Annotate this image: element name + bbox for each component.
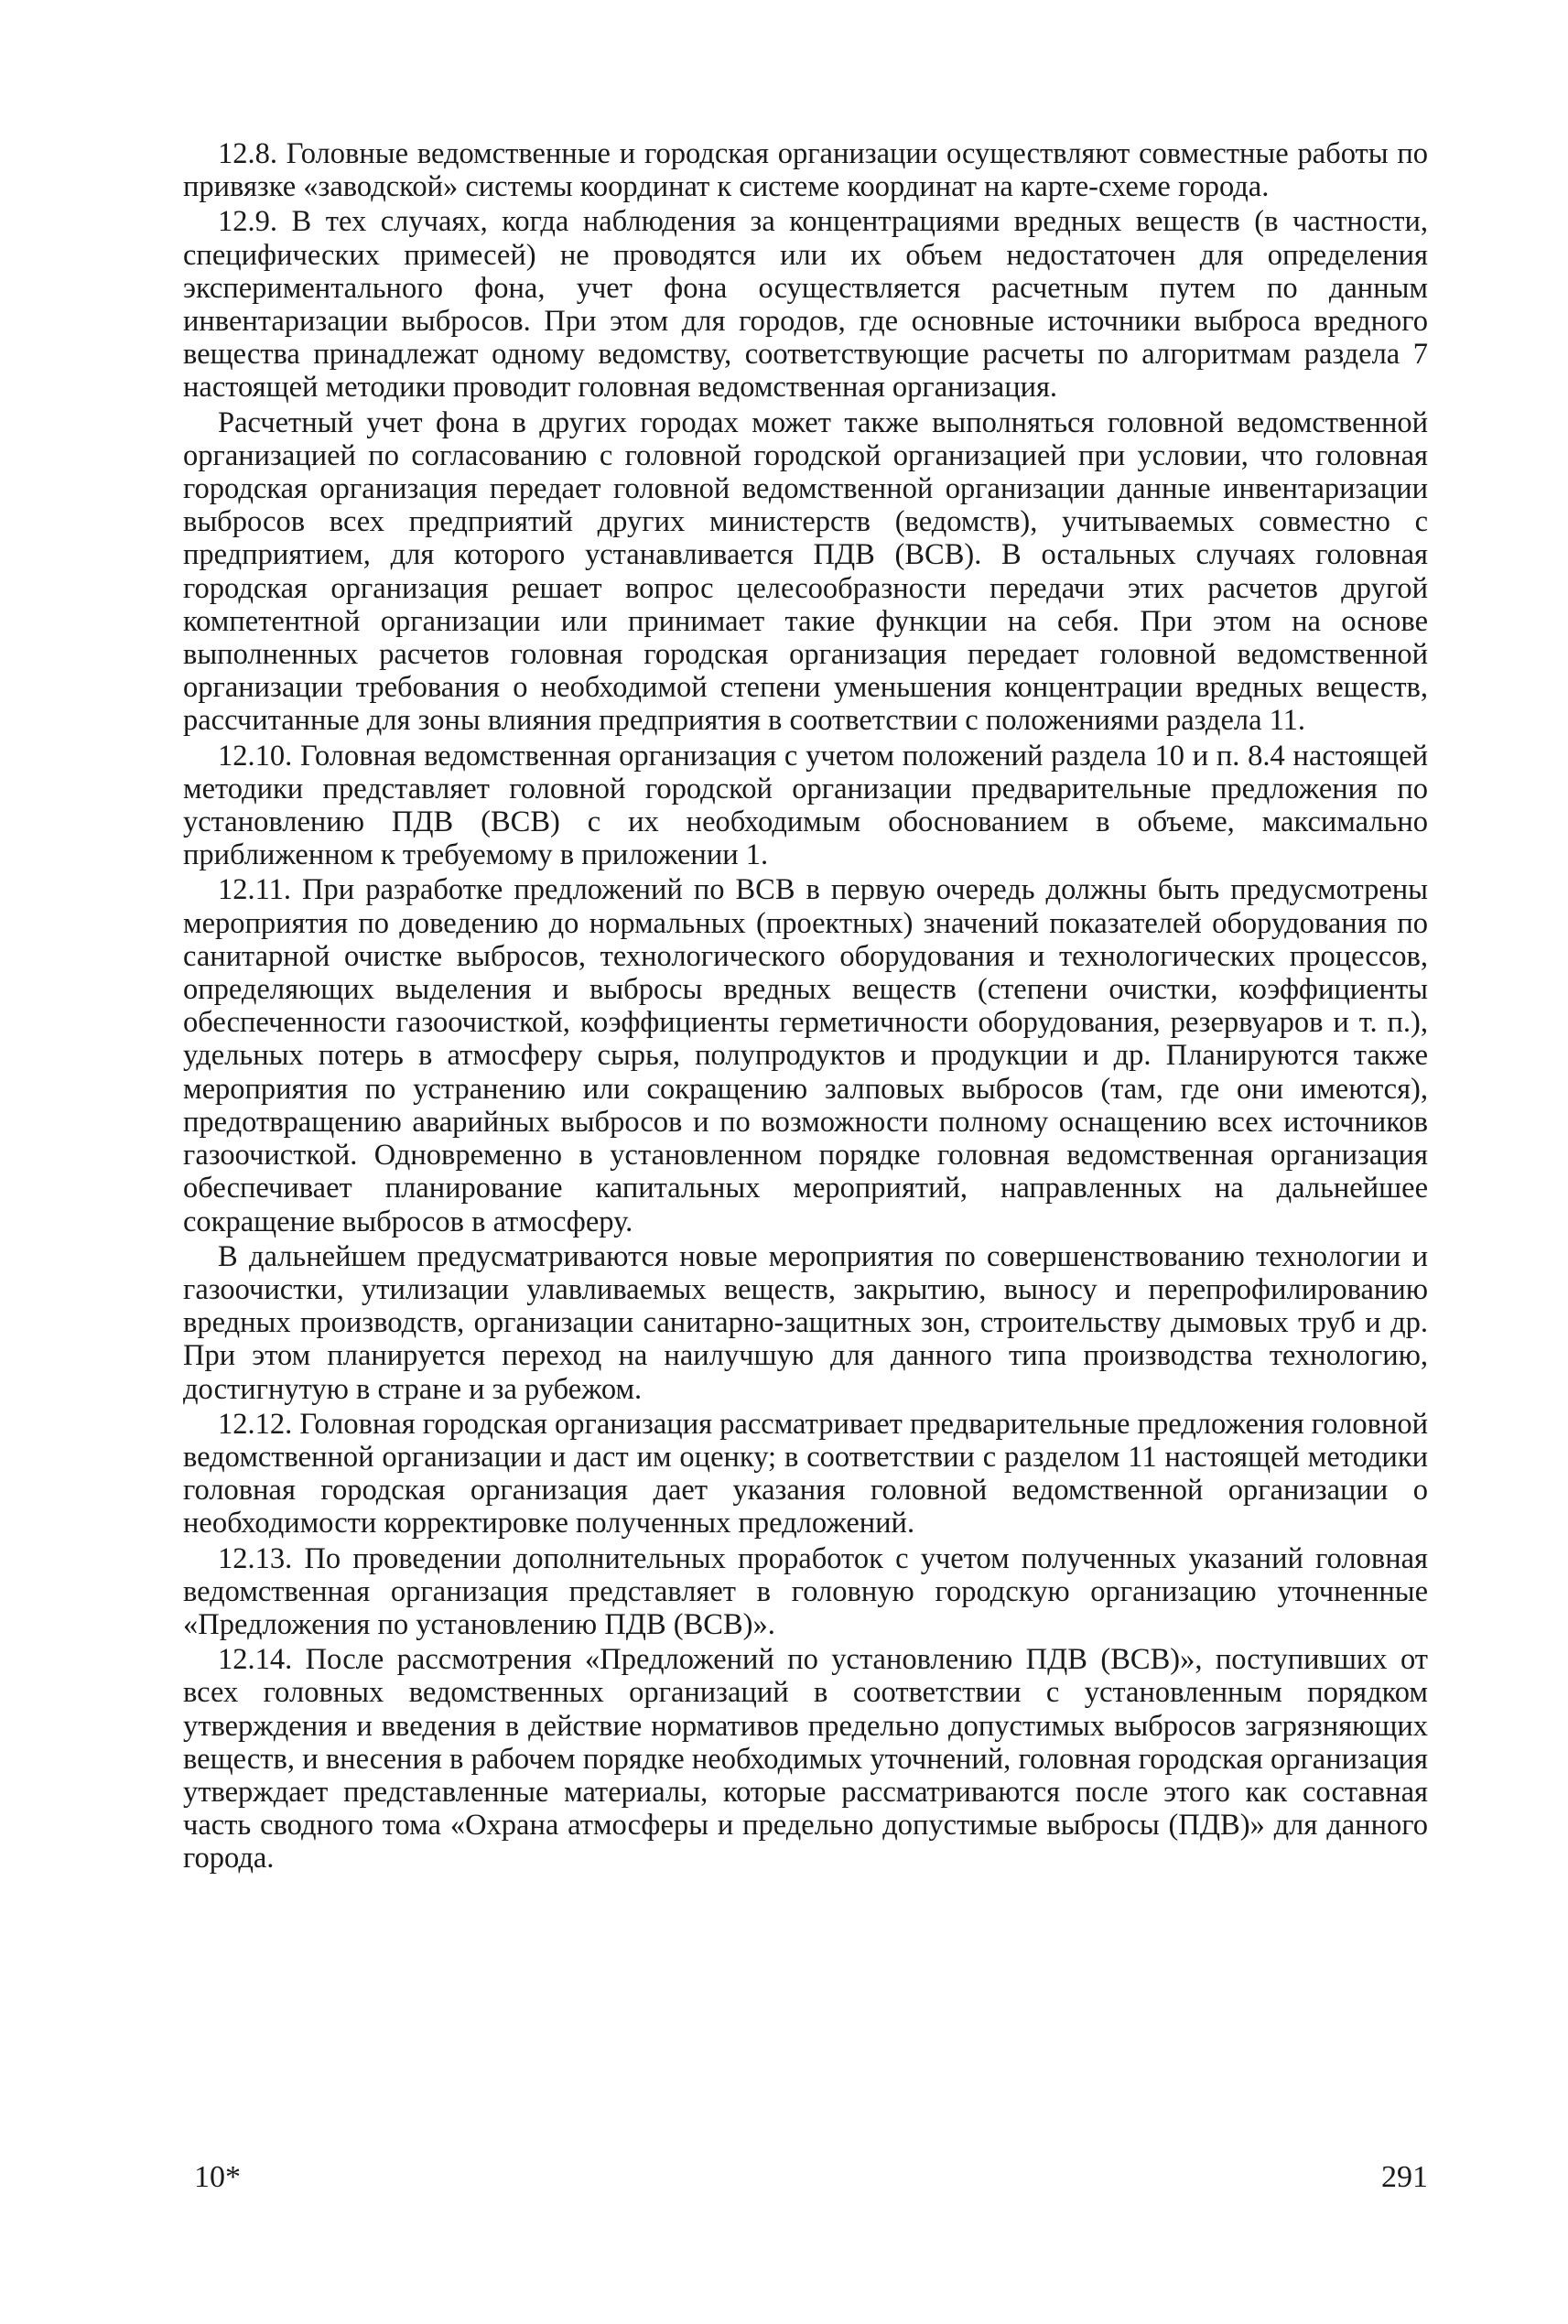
document-page — [183, 137, 1428, 2279]
paragraph-12-14: 12.14. После рассмотрения «Предложений по установлению ПДВ (ВСВ)», поступивших от всех головных ведомственных организаций в соответствии с установленным порядком утверждения и введения в действие нормативов предельно допустимых выбросов загрязняющих веществ, и внесения в рабочем порядке необходимых уточнений, головная городская организация утверждает представленные материалы, которые рассматриваются после этого как составная часть сводного тома «Охрана атмосферы и предельно допустимые выбросы (ПДВ)» для данного города. — [183, 1643, 1428, 1875]
paragraph-12-13: 12.13. По проведении дополнительных проработок с учетом полученных указаний головная ведомственная организация представляет в головную городскую организацию уточненные «Предложения по установлению ПДВ (ВСВ)». — [183, 1541, 1428, 1641]
paragraph-12-9: 12.9. В тех случаях, когда наблюдения за концентрациями вредных веществ (в частности, специфических примесей) не проводятся или их объем недостаточен для определения экспериментального фона, учет фона осуществляется расчетным путем по данным инвентаризации выбросов. При этом для городов, где основные источники выброса вредного вещества принадлежат одному ведомству, соответствующие расчеты по алгоритмам раздела 7 настоящей методики проводит головная ведомственная организация. — [183, 205, 1428, 405]
paragraph-future-measures: В дальнейшем предусматриваются новые мероприятия по совершенствованию технологии и газоочистки, утилизации улавливаемых веществ, закрытию, выносу и перепрофилированию вредных производств, организации санитарно-защитных зон, строительству дымовых труб и др. При этом планируется переход на наилучшую для данного типа производства технологию, достигнутую в стране и за рубежом. — [183, 1239, 1428, 1406]
signature-mark: 10* — [194, 2160, 241, 2194]
paragraph-12-12: 12.12. Головная городская организация рассматривает предварительные предложения головной ведомственной организации и даст им оценку; в соответствии с разделом 11 настоящей методики головная городская организация дает указания головной ведомственной организации о необходимости корректировке полученных предложений. — [183, 1407, 1428, 1540]
body-text — [183, 137, 1428, 1875]
paragraph-12-8: 12.8. Головные ведомственные и городская организации осуществляют совместные работы по привязке «заводской» системы координат к системе координат на карте-схеме города. — [183, 137, 1428, 204]
page-footer — [183, 2160, 1428, 2206]
paragraph-12-10: 12.10. Головная ведомственная организация с учетом положений раздела 10 и п. 8.4 настоящей методики представляет головной городской организации предварительные предложения по установлению ПДВ (ВСВ) с их необходимым обоснованием в объеме, максимально приближенном к требуемому в приложении 1. — [183, 739, 1428, 872]
paragraph-background-calculation: Расчетный учет фона в других городах может также выполняться головной ведомственной организацией по согласованию с головной городской организацией при условии, что головная городская организация передает головной ведомственной организации данные инвентаризации выбросов всех предприятий других министерств (ведомств), учитываемых совместно с предприятием, для которого устанавливается ПДВ (ВСВ). В остальных случаях головная городская организация решает вопрос целесообразности передачи этих расчетов другой компетентной организации или принимает такие функции на себя. При этом на основе выполненных расчетов головная городская организация передает головной ведомственной организации требования о необходимой степени уменьшения концентрации вредных веществ, рассчитанные для зоны влияния предприятия в соответствии с положениями раздела 11. — [183, 405, 1428, 738]
paragraph-12-11: 12.11. При разработке предложений по ВСВ в первую очередь должны быть предусмотрены мероприятия по доведению до нормальных (проектных) значений показателей оборудования по санитарной очистке выбросов, технологического оборудования и технологических процессов, определяющих выделения и выбросы вредных веществ (степени очистки, коэффициенты обеспеченности газоочисткой, коэффициенты герметичности оборудования, резервуаров и т. п.), удельных потерь в атмосферу сырья, полупродуктов и продукции и др. Планируются также мероприятия по устранению или сокращению залповых выбросов (там, где они имеются), предотвращению аварийных выбросов и по возможности полному оснащению всех источников газоочисткой. Одновременно в установленном порядке головная ведомственная организация обеспечивает планирование капитальных мероприятий, направленных на дальнейшее сокращение выбросов в атмосферу. — [183, 873, 1428, 1238]
page-number: 291 — [1381, 2160, 1428, 2194]
